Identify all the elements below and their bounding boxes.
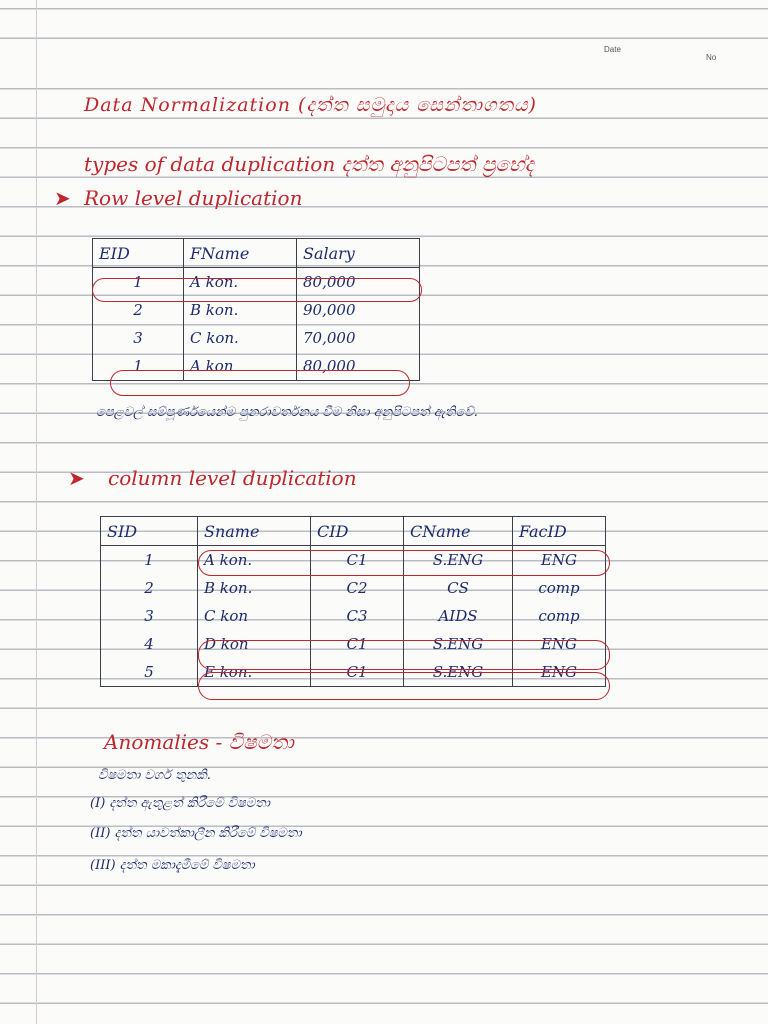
table-cell: 90,000 bbox=[297, 296, 420, 324]
table-cell: 80,000 bbox=[297, 352, 420, 381]
list-item: (III) දත්ත මකාදැමීමේ විෂමතා bbox=[90, 858, 255, 873]
table-cell: A kon bbox=[184, 352, 297, 381]
table-cell: C1 bbox=[311, 546, 404, 575]
arrow-bullet-icon: ➤ bbox=[54, 186, 71, 210]
arrow-bullet-icon: ➤ bbox=[68, 466, 85, 490]
table-row bbox=[93, 324, 420, 352]
row-level-heading: Row level duplication bbox=[84, 186, 303, 210]
table-cell: C1 bbox=[311, 658, 404, 687]
table-cell: A kon. bbox=[184, 268, 297, 297]
table-header-cell: FName bbox=[184, 239, 297, 268]
table-cell: 3 bbox=[93, 324, 184, 352]
table-cell: 80,000 bbox=[297, 268, 420, 297]
table-cell: CS bbox=[404, 574, 513, 602]
table-header-cell: EID bbox=[93, 239, 184, 268]
table-row bbox=[101, 574, 606, 602]
margin-line bbox=[36, 0, 37, 1024]
table-cell: S.ENG bbox=[404, 546, 513, 575]
table-cell: 70,000 bbox=[297, 324, 420, 352]
table-cell: 1 bbox=[93, 352, 184, 381]
no-label: No bbox=[706, 53, 717, 62]
table-cell: 4 bbox=[101, 630, 198, 658]
duplicate-row-highlight bbox=[198, 550, 610, 576]
date-label: Date bbox=[604, 45, 621, 54]
table-cell: C3 bbox=[311, 602, 404, 630]
types-heading: types of data duplication දත්ත අනුපිටපත් ප්‍රභේද bbox=[84, 152, 534, 176]
table-header-cell: Salary bbox=[297, 239, 420, 268]
column-level-heading: column level duplication bbox=[108, 466, 357, 490]
table-cell: B kon. bbox=[184, 296, 297, 324]
anomalies-intro: විෂමතා වර්ග තුනකි. bbox=[98, 768, 211, 783]
table-row bbox=[101, 602, 606, 630]
table-cell: A kon. bbox=[198, 546, 311, 575]
table-cell: comp bbox=[513, 602, 606, 630]
duplicate-row-highlight bbox=[198, 672, 610, 700]
table-cell: S.ENG bbox=[404, 658, 513, 687]
table-cell: S.ENG bbox=[404, 630, 513, 658]
table-header-cell: CName bbox=[404, 517, 513, 546]
table-cell: C2 bbox=[311, 574, 404, 602]
table-cell: 5 bbox=[101, 658, 198, 687]
table-cell: D kon bbox=[198, 630, 311, 658]
table-cell: AIDS bbox=[404, 602, 513, 630]
table-cell: 1 bbox=[93, 268, 184, 297]
table-cell: 2 bbox=[101, 574, 198, 602]
duplicate-row-highlight bbox=[198, 640, 610, 670]
table-header-cell: CID bbox=[311, 517, 404, 546]
table-cell: E kon. bbox=[198, 658, 311, 687]
table-cell: C1 bbox=[311, 630, 404, 658]
anomalies-heading: Anomalies - විෂමතා bbox=[104, 730, 294, 754]
table-cell: ENG bbox=[513, 546, 606, 575]
page-title: Data Normalization (දත්ත සමුදාය සෙන්තාගතය) bbox=[84, 94, 537, 116]
list-item: (I) දත්ත ඇතුළත් කිරීමේ විෂමතා bbox=[90, 796, 270, 811]
duplicate-row-highlight bbox=[92, 278, 422, 302]
table-cell: 1 bbox=[101, 546, 198, 575]
table-cell: comp bbox=[513, 574, 606, 602]
table-header-cell: FacID bbox=[513, 517, 606, 546]
duplicate-row-highlight bbox=[110, 370, 410, 396]
table-cell: C kon. bbox=[184, 324, 297, 352]
row-level-note: පෙළවල් සම්පූර්ණයෙන්ම පුනරාවර්තනය වීම නිසා අනුපිටපත් ඇතිවේ. bbox=[96, 405, 478, 420]
table-cell: 3 bbox=[101, 602, 198, 630]
table-cell: ENG bbox=[513, 630, 606, 658]
table-header-cell: Sname bbox=[198, 517, 311, 546]
table-header-cell: SID bbox=[101, 517, 198, 546]
table-cell: C kon bbox=[198, 602, 311, 630]
table-cell: 2 bbox=[93, 296, 184, 324]
row-level-table bbox=[92, 238, 420, 381]
table-cell: B kon. bbox=[198, 574, 311, 602]
table-cell: ENG bbox=[513, 658, 606, 687]
list-item: (II) දත්ත යාවත්කාලීන කිරීමේ විෂමතා bbox=[90, 826, 302, 841]
